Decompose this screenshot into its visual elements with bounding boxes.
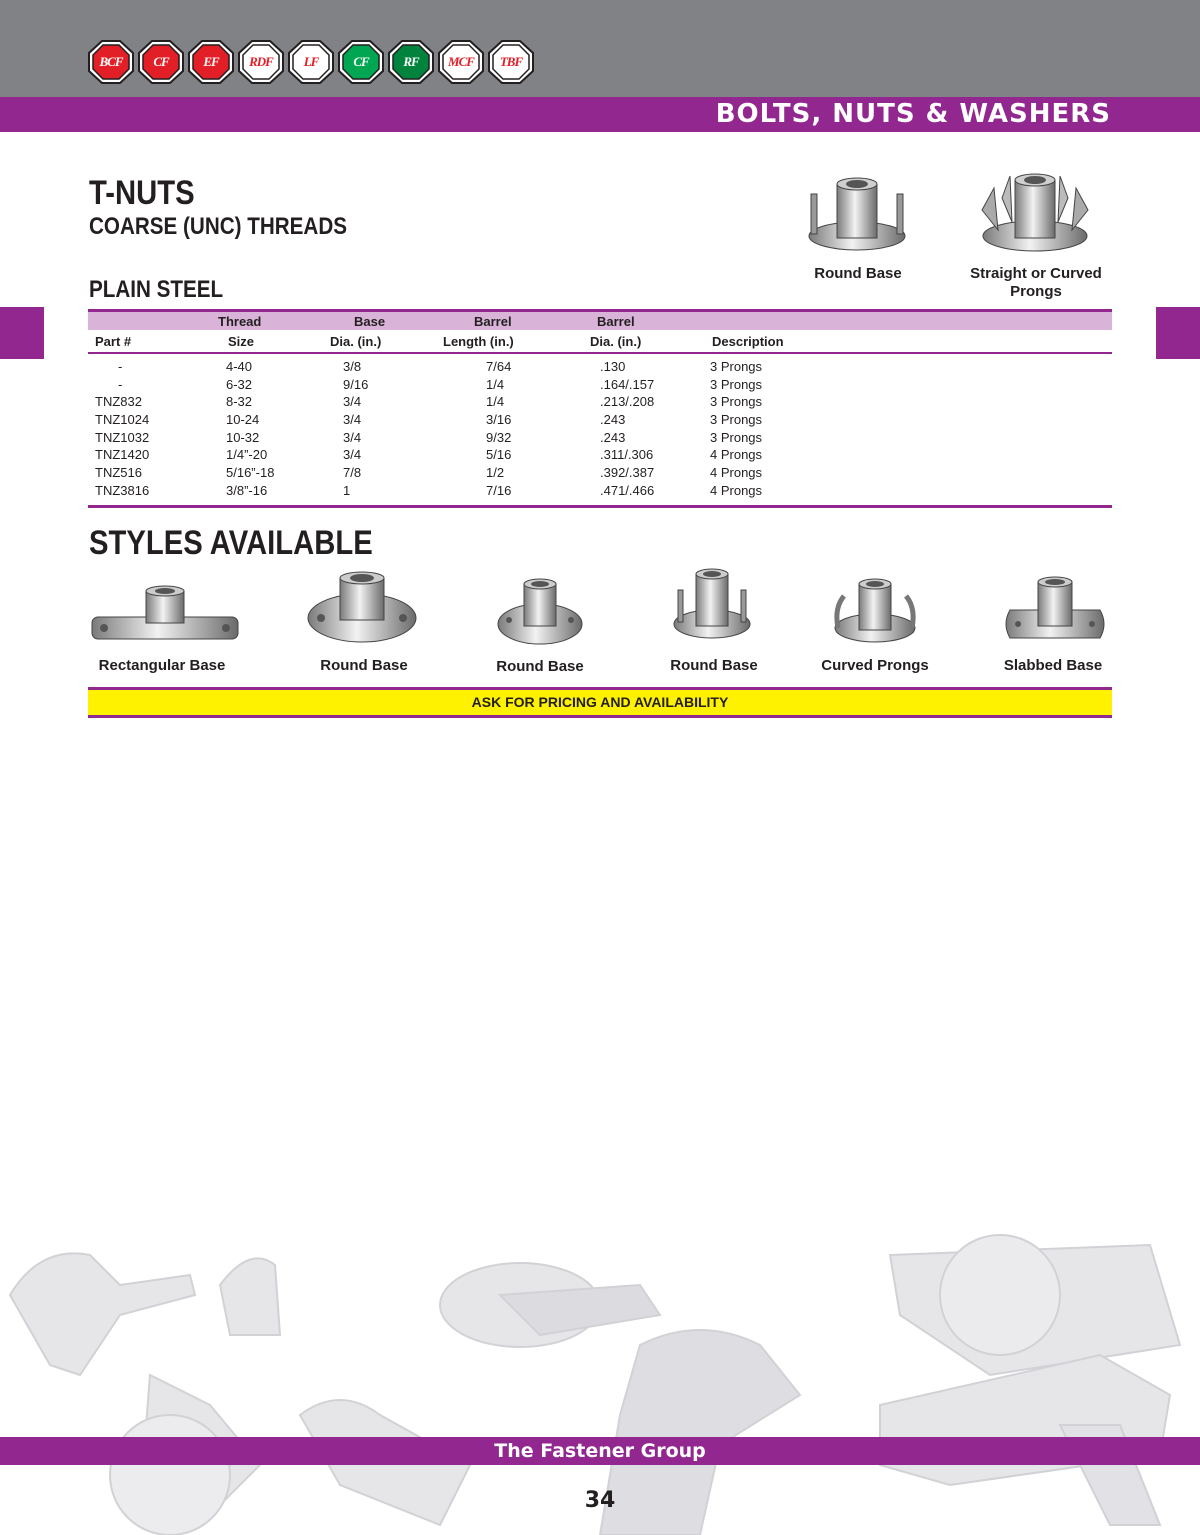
styles-heading: STYLES AVAILABLE: [89, 524, 373, 562]
cell-part: -: [118, 359, 123, 374]
cell-desc: 3 Prongs: [710, 429, 763, 445]
image-label-line: Straight or Curved: [970, 265, 1102, 282]
style-label: Rectangular Base: [98, 657, 226, 674]
brand-logo: [438, 40, 484, 84]
cell-base: 9/16: [343, 376, 369, 392]
brand-logo-text: BCF: [99, 54, 123, 69]
page-title: T-NUTS: [89, 174, 195, 212]
col-header-barrel-length: Length (in.): [443, 334, 514, 349]
cell-base: 3/4: [343, 394, 362, 410]
style-label: Round Base: [496, 658, 584, 675]
cell-length: 7/64: [486, 359, 512, 374]
brand-logo-text: CF: [153, 54, 169, 69]
cell-base: 3/4: [343, 447, 362, 463]
brand-logo: [188, 40, 234, 84]
cell-desc: 4 Prongs: [710, 482, 763, 498]
cell-desc: 4 Prongs: [710, 447, 763, 463]
cell-dia: .213/.208: [600, 394, 655, 410]
cell-dia: .130: [600, 359, 626, 374]
image-label-line: Prongs: [1010, 283, 1062, 300]
cell-part: TNZ1032: [95, 429, 150, 445]
cell-length: 1/4: [486, 394, 505, 410]
cell-base: 3/4: [343, 429, 362, 445]
table-row: [88, 483, 1112, 501]
cell-length: 3/16: [486, 412, 512, 428]
table-row: [88, 394, 1112, 412]
style-curved-prongs-image: [832, 578, 918, 648]
col-header-base-dia: Dia. (in.): [330, 334, 382, 349]
brand-logo-text: RDF: [249, 54, 273, 69]
col-header-barrel-dia: Dia. (in.): [590, 334, 642, 349]
section-title: BOLTS, NUTS & WASHERS: [715, 99, 1111, 129]
footer-company: The Fastener Group: [0, 1437, 1200, 1465]
col-header-barrel-dia-top: Barrel: [597, 314, 635, 329]
style-label: Slabbed Base: [1003, 657, 1103, 674]
table-row: [88, 465, 1112, 483]
brand-logo-text: TBF: [499, 54, 523, 69]
cell-dia: .392/.387: [600, 465, 655, 481]
cell-desc: 3 Prongs: [710, 394, 763, 410]
table-row: [88, 430, 1112, 448]
page-subtitle: COARSE (UNC) THREADS: [89, 213, 347, 240]
t-nut-round-base-image: [805, 170, 909, 260]
cell-desc: 3 Prongs: [710, 376, 763, 392]
table-header-rule: [88, 352, 1112, 354]
side-tab-right: [1156, 307, 1200, 359]
pricing-banner: ASK FOR PRICING AND AVAILABILITY: [88, 690, 1112, 715]
cell-part: -: [118, 376, 123, 392]
cell-length: 7/16: [486, 482, 512, 498]
cell-size: 10-24: [226, 412, 260, 428]
style-rectangular-base-image: [90, 585, 240, 645]
col-header-thread-size: Size: [228, 334, 255, 349]
cell-size: 4-40: [226, 359, 253, 374]
cell-desc: 4 Prongs: [710, 465, 763, 481]
style-round-base-image-3: [672, 568, 752, 643]
style-slabbed-base-image: [1000, 576, 1110, 646]
table-row: [88, 359, 1112, 377]
brand-logo: [288, 40, 334, 84]
style-label: Round Base: [320, 657, 408, 674]
cell-base: 3/8: [343, 359, 362, 374]
brand-logo-text: CF: [353, 54, 369, 69]
style-label: Round Base: [670, 657, 758, 674]
cell-size: 8-32: [226, 394, 253, 410]
brand-logo: [88, 40, 134, 84]
brand-logo: [238, 40, 284, 84]
brand-logo-text: EF: [203, 54, 219, 69]
cell-dia: .311/.306: [600, 447, 654, 463]
col-header-barrel-length-top: Barrel: [474, 314, 512, 329]
cell-desc: 3 Prongs: [710, 359, 763, 374]
table-row: [88, 377, 1112, 395]
style-round-base-image-1: [305, 570, 420, 645]
brand-logo-text: MCF: [448, 54, 474, 69]
cell-dia: .471/.466: [600, 482, 655, 498]
banner-bottom-rule: [88, 715, 1112, 718]
brand-logo: [488, 40, 534, 84]
cell-size: 3/8”-16: [226, 482, 268, 498]
cell-dia: .243: [600, 412, 626, 428]
t-nut-pronged-image: [980, 170, 1090, 260]
cell-length: 1/4: [486, 376, 505, 392]
cell-part: TNZ832: [95, 394, 142, 410]
cell-base: 3/4: [343, 412, 362, 428]
col-header-part: Part #: [95, 334, 132, 349]
table-row: [88, 447, 1112, 465]
cell-part: TNZ516: [95, 465, 142, 481]
cell-length: 5/16: [486, 447, 512, 463]
cell-size: 6-32: [226, 376, 253, 392]
col-header-description: Description: [712, 334, 784, 349]
table-body: [88, 359, 1112, 501]
brand-logos: [88, 40, 534, 84]
brand-logo: [138, 40, 184, 84]
brand-logo-text: RF: [403, 54, 419, 69]
table-bottom-rule: [88, 505, 1112, 508]
table-row: [88, 412, 1112, 430]
cell-size: 5/16”-18: [226, 465, 275, 481]
cell-part: TNZ3816: [95, 482, 150, 498]
cell-dia: .243: [600, 429, 626, 445]
brand-logo-text: LF: [303, 54, 319, 69]
material-heading: PLAIN STEEL: [89, 276, 224, 303]
brand-logo: [338, 40, 384, 84]
cell-base: 1: [343, 482, 351, 498]
cell-size: 1/4”-20: [226, 447, 268, 463]
cell-length: 9/32: [486, 429, 512, 445]
style-round-base-image-2: [495, 578, 585, 648]
cell-desc: 3 Prongs: [710, 412, 763, 428]
style-label: Curved Prongs: [821, 657, 929, 674]
image-label-prongs: [950, 265, 1122, 300]
side-tab-left: [0, 307, 44, 359]
cell-part: TNZ1420: [95, 447, 150, 463]
cell-size: 10-32: [226, 429, 260, 445]
cell-base: 7/8: [343, 465, 362, 481]
brand-logo: [388, 40, 434, 84]
col-header-thread-top: Thread: [218, 314, 262, 329]
page-number: 34: [584, 1488, 616, 1513]
cell-part: TNZ1024: [95, 412, 150, 428]
image-label-round-base: Round Base: [814, 265, 902, 282]
cell-length: 1/2: [486, 465, 505, 481]
cell-dia: .164/.157: [600, 376, 655, 392]
col-header-base-top: Base: [354, 314, 386, 329]
